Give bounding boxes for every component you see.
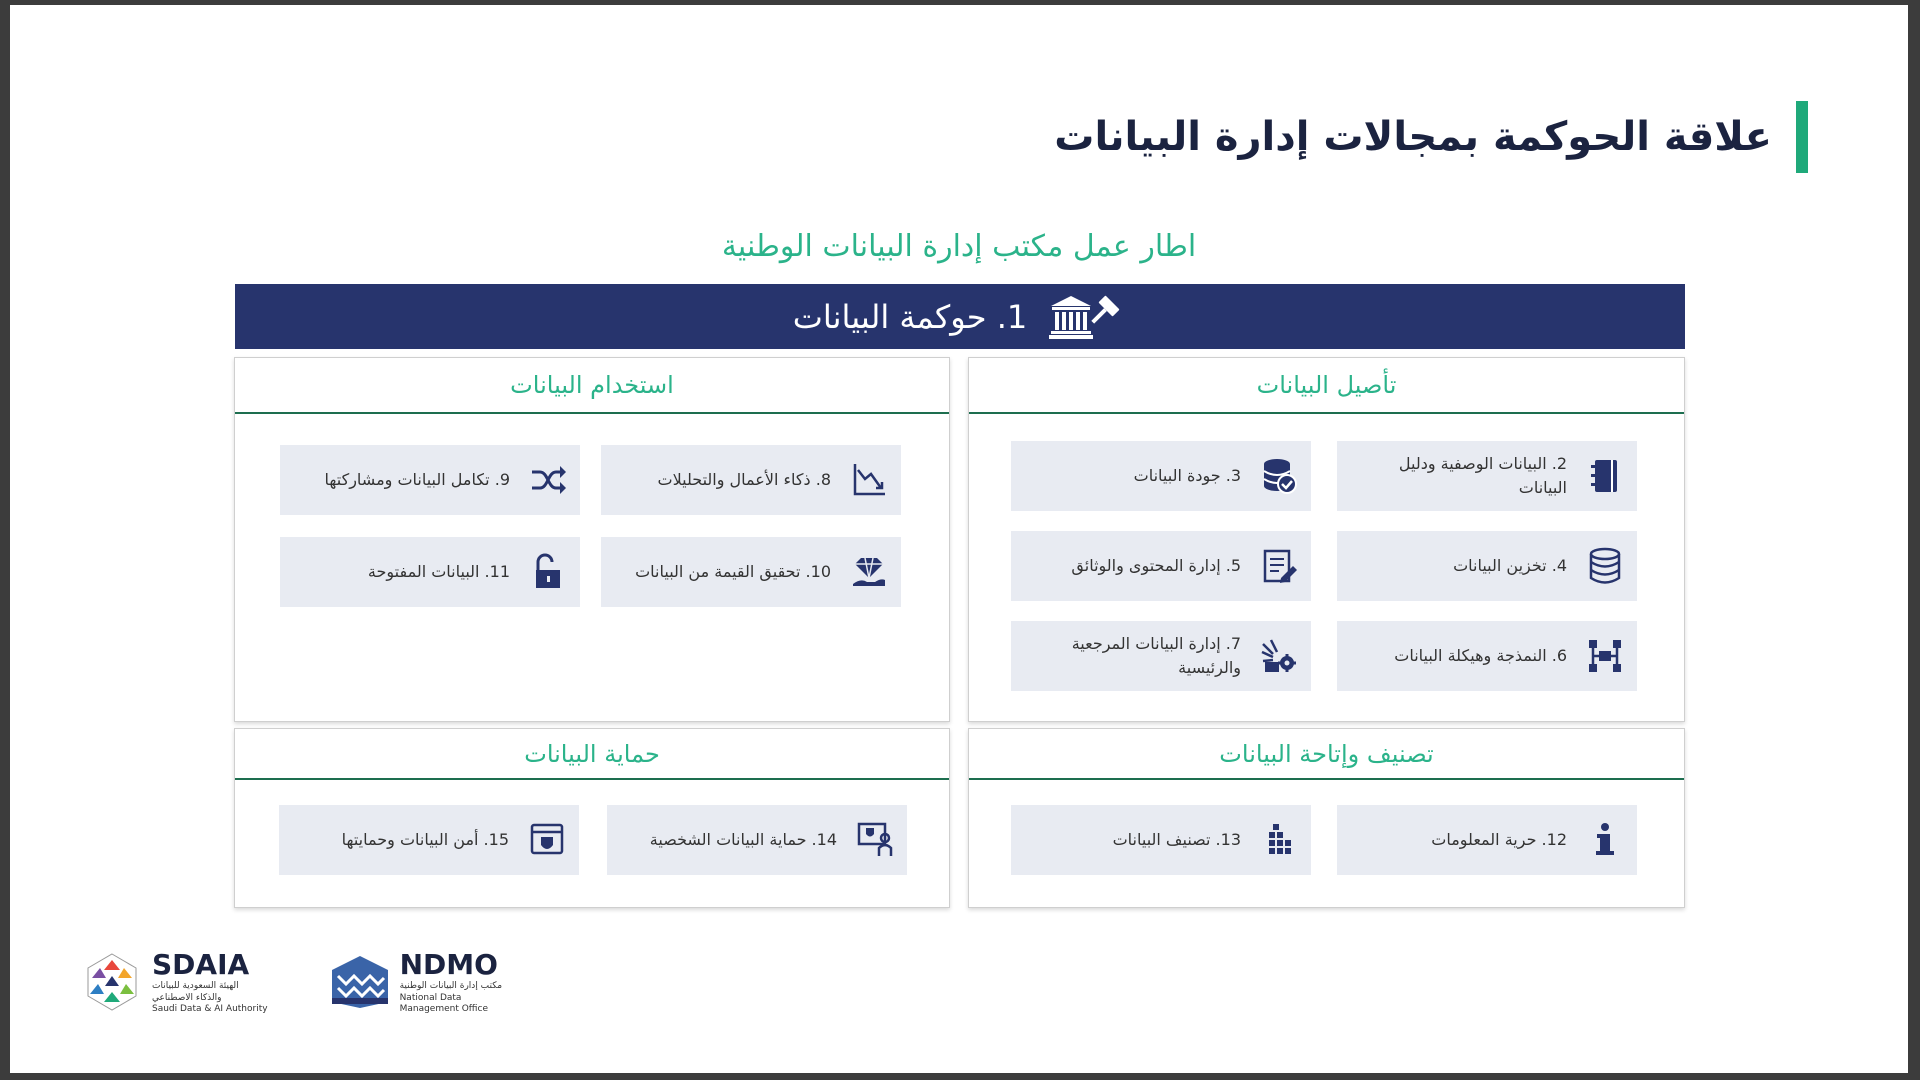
blocks-icon (1259, 820, 1299, 860)
card-label: 14. حماية البيانات الشخصية (649, 830, 837, 849)
unlock-icon (528, 552, 568, 592)
title-group (1054, 101, 1808, 173)
card-label: 10. تحقيق القيمة من البيانات (635, 562, 831, 581)
diamond-hand-icon (849, 552, 889, 592)
browser-shield-icon (527, 820, 567, 860)
card-label: 11. البيانات المفتوحة (367, 562, 510, 581)
framework-subtitle (10, 229, 1908, 264)
database-check-icon (1259, 456, 1299, 496)
card-data-modeling[interactable] (1337, 621, 1637, 691)
panel-title: تصنيف وإتاحة البيانات (969, 729, 1684, 780)
sdaia-name: SDAIA (152, 948, 250, 982)
title-accent-bar (1796, 101, 1808, 173)
sdaia-mark-icon (80, 950, 144, 1014)
page-title: علاقة الحوكمة بمجالات إدارة البيانات (1054, 114, 1772, 160)
governance-bar[interactable] (235, 284, 1685, 349)
card-freedom-of-information[interactable] (1337, 805, 1637, 875)
gear-rays-icon (1259, 636, 1299, 676)
card-label: 4. تخزين البيانات (1453, 556, 1567, 575)
panel-title: استخدام البيانات (235, 358, 949, 414)
document-edit-icon (1259, 546, 1299, 586)
footer-logos (80, 948, 502, 1015)
card-data-classification[interactable] (1011, 805, 1311, 875)
card-business-intelligence[interactable] (601, 445, 901, 515)
card-label: 15. أمن البيانات وحمايتها (341, 830, 509, 849)
card-label: 6. النمذجة وهيكلة البيانات (1394, 646, 1567, 665)
panel-title: تأصيل البيانات (969, 358, 1684, 414)
card-label: 5. إدارة المحتوى والوثائق (1071, 556, 1241, 575)
database-icon (1585, 546, 1625, 586)
gavel-building-icon (1047, 292, 1127, 342)
slide (10, 5, 1908, 1073)
card-label: 8. ذكاء الأعمال والتحليلات (657, 470, 831, 489)
card-data-storage[interactable] (1337, 531, 1637, 601)
card-label: 2. البيانات الوصفية ودليل البيانات (1398, 454, 1567, 497)
card-label: 7. إدارة البيانات المرجعية والرئيسية (1071, 634, 1241, 677)
card-label: 9. تكامل البيانات ومشاركتها (324, 470, 510, 489)
notebook-icon (1585, 456, 1625, 496)
card-metadata[interactable] (1337, 441, 1637, 511)
card-data-integration[interactable] (280, 445, 580, 515)
card-personal-data-protection[interactable] (607, 805, 907, 875)
framework-subtitle-text: اطار عمل مكتب إدارة البيانات الوطنية (721, 229, 1197, 264)
sdaia-line1: الهيئة السعودية للبيانات (152, 981, 239, 992)
panel-title: حماية البيانات (235, 729, 949, 780)
card-data-security[interactable] (279, 805, 579, 875)
sdaia-line2: والذكاء الاصطناعي (152, 992, 222, 1003)
sdaia-line3: Saudi Data & AI Authority (152, 1003, 268, 1014)
sdaia-logo (80, 948, 268, 1015)
card-label: 12. حرية المعلومات (1431, 830, 1567, 849)
ndmo-line2: National Data (399, 992, 462, 1003)
person-shield-icon (855, 820, 895, 860)
card-label: 13. تصنيف البيانات (1112, 830, 1241, 849)
card-label: 3. جودة البيانات (1133, 466, 1241, 485)
ndmo-logo (328, 948, 502, 1015)
ndmo-line3: Management Office (399, 1003, 488, 1014)
governance-label: 1. حوكمة البيانات (792, 297, 1028, 336)
card-data-value[interactable] (601, 537, 901, 607)
ndmo-line1: مكتب إدارة البيانات الوطنية (399, 981, 503, 992)
card-data-quality[interactable] (1011, 441, 1311, 511)
info-icon (1585, 820, 1625, 860)
ndmo-mark-icon (328, 952, 392, 1012)
hierarchy-icon (1585, 636, 1625, 676)
card-open-data[interactable] (280, 537, 580, 607)
card-content-management[interactable] (1011, 531, 1311, 601)
chart-down-icon (849, 460, 889, 500)
shuffle-icon (528, 460, 568, 500)
card-master-data[interactable] (1011, 621, 1311, 691)
ndmo-name: NDMO (399, 948, 498, 982)
